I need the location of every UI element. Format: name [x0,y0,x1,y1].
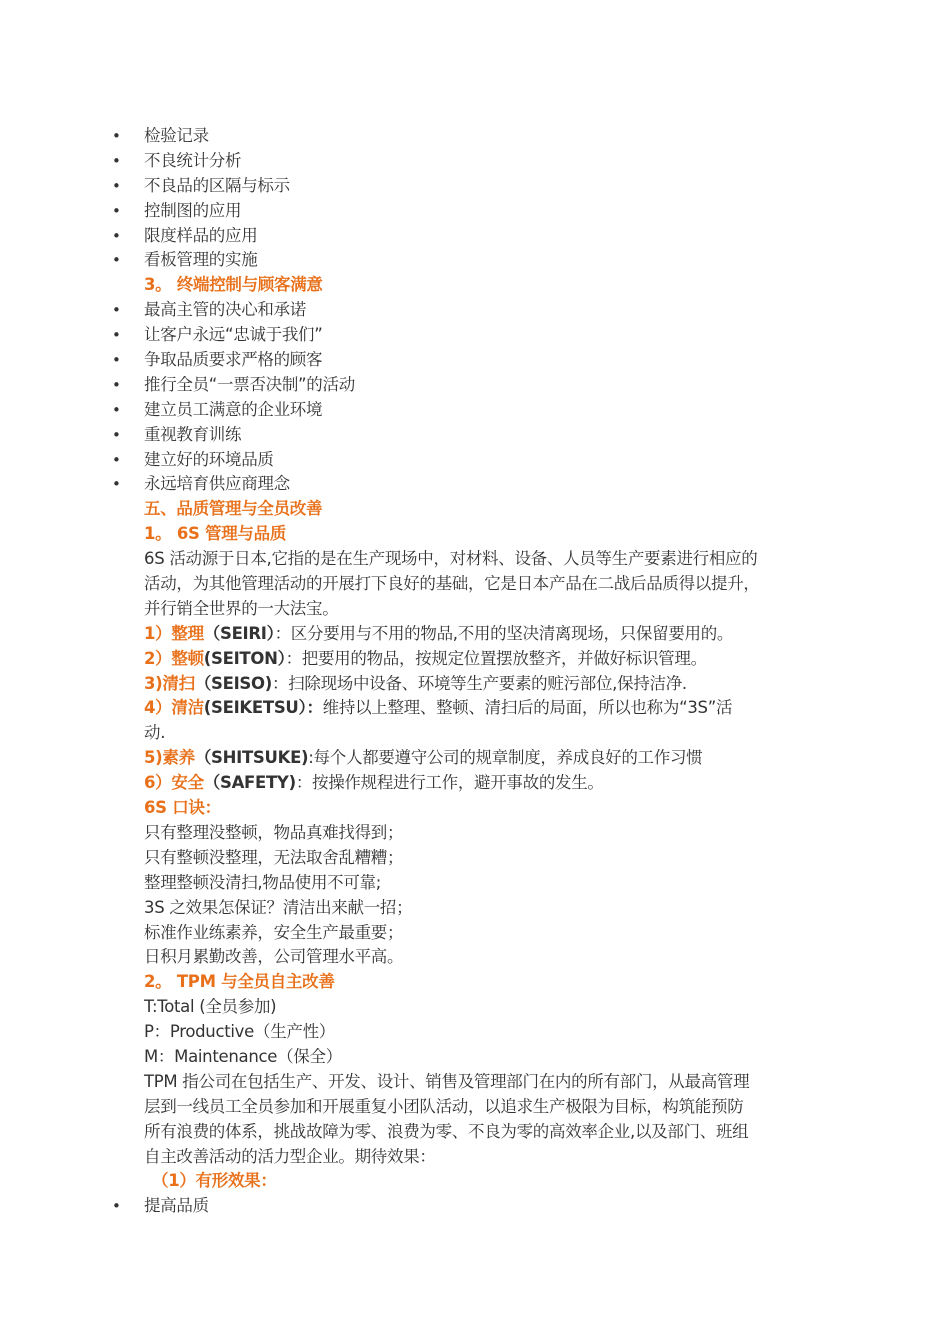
item-label: 1）整理 [144,623,204,643]
list-item: • 永远培育供应商理念 [0,472,950,497]
list-item: • 建立员工满意的企业环境 [0,398,950,423]
paragraph-line: TPM 指公司在包括生产、开发、设计、销售及管理部门在内的所有部门，从最高管理 [144,1071,750,1091]
koujue-line: 日积月累勤改善，公司管理水平高。 [144,947,404,967]
list-item: • 检验记录 [0,124,950,149]
item-label: 3)清扫 [144,673,195,693]
item-seiketsu-continuation: 动. [144,723,166,743]
item-english: （SEIRI） [203,623,275,643]
item-seiton [0,647,950,672]
koujue-line: 只有整顿没整理，无法取舍乱糟糟； [144,847,404,867]
list-item: • 争取品质要求严格的顾客 [0,348,950,373]
list-item: • 控制图的应用 [0,199,950,224]
item-shitsuke [0,746,950,771]
item-safety [0,771,950,796]
paragraph-line: 活动，为其他管理活动的开展打下良好的基础，它是日本产品在二战后品质得以提升， [144,574,760,594]
list-item: • 让客户永远“忠诚于我们” [0,323,950,348]
subheading-tpm: 2。 TPM 与全员自主改善 [144,972,335,992]
paragraph-line: 6S 活动源于日本,它指的是在生产现场中，对材料、设备、人员等生产要素进行相应的 [144,549,758,569]
heading-terminal-control: 3。 终端控制与顾客满意 [144,275,323,295]
koujue-line: 3S 之效果怎保证？清洁出来献一招； [144,897,413,917]
item-text: ：按操作规程进行工作，避开事故的发生。 [295,773,604,793]
list-item: • 限度样品的应用 [0,224,950,249]
koujue-lines [0,821,950,970]
tpm-term: T:Total (全员参加) [144,997,277,1017]
list-item: • 不良品的区隔与标示 [0,174,950,199]
bullet-list-c [0,1194,950,1219]
bullet-list-a [0,124,950,273]
item-english: （SAFETY) [203,773,296,793]
document-page [0,124,950,1219]
tpm-term: M：Maintenance（保全） [144,1046,342,1066]
item-seiri [0,622,950,647]
item-text: 维持以上整理、整顿、清扫后的局面，所以也称为“3S”活 [322,698,733,718]
tpm-terms [0,995,950,1070]
koujue-line: 标准作业练素养，安全生产最重要； [144,922,404,942]
item-text: ：区分要用与不用的物品,不用的坚决清离现场，只保留要用的。 [274,623,734,643]
item-seiketsu [0,696,950,721]
paragraph-tpm [0,1070,950,1170]
paragraph-line: 自主改善活动的活力型企业。期待效果： [144,1146,436,1166]
list-item: • 看板管理的实施 [0,248,950,273]
list-item: • 建立好的环境品质 [0,448,950,473]
list-item: • 提高品质 [0,1194,950,1219]
list-item: • 不良统计分析 [0,149,950,174]
item-text: ：把要用的物品，按规定位置摆放整齐，并做好标识管理。 [285,648,707,668]
item-label: 6）安全 [144,773,204,793]
koujue-line: 只有整理没整顿，物品真难找得到； [144,822,404,842]
item-label: 5)素养 [144,748,195,768]
item-english: (SEITON） [203,648,286,668]
subheading-6s: 1。 6S 管理与品质 [144,524,287,544]
item-english: (SEIKETSU）： [203,698,323,718]
paragraph-line: 并行销全世界的一大法宝。 [144,598,339,618]
item-text: :每个人都要遵守公司的规章制度，养成良好的工作习惯 [308,748,703,768]
item-text: ：扫除现场中设备、环境等生产要素的赃污部位,保持洁净. [271,673,687,693]
koujue-heading: 6S 口诀： [144,798,221,818]
effect-heading: （1）有形效果： [152,1171,277,1191]
tpm-term: P：Productive（生产性） [144,1022,335,1042]
list-item: • 最高主管的决心和承诺 [0,298,950,323]
paragraph-6s [0,547,950,622]
list-item: • 推行全员“一票否决制”的活动 [0,373,950,398]
paragraph-line: 所有浪费的体系，挑战故障为零、浪费为零、不良为零的高效率企业,以及部门、班组 [144,1121,749,1141]
list-item: • 重视教育训练 [0,423,950,448]
section-heading-quality: 五、品质管理与全员改善 [144,499,323,519]
item-english: （SHITSUKE) [194,748,309,768]
item-seiso [0,672,950,697]
bullet-list-b [0,298,950,497]
item-label: 2）整顿 [144,648,204,668]
koujue-line: 整理整顿没清扫,物品使用不可靠; [144,872,382,892]
item-english: （SEISO) [194,673,272,693]
paragraph-line: 层到一线员工全员参加和开展重复小团队活动，以追求生产极限为目标，构筑能预防 [144,1096,744,1116]
item-label: 4）清洁 [144,698,204,718]
